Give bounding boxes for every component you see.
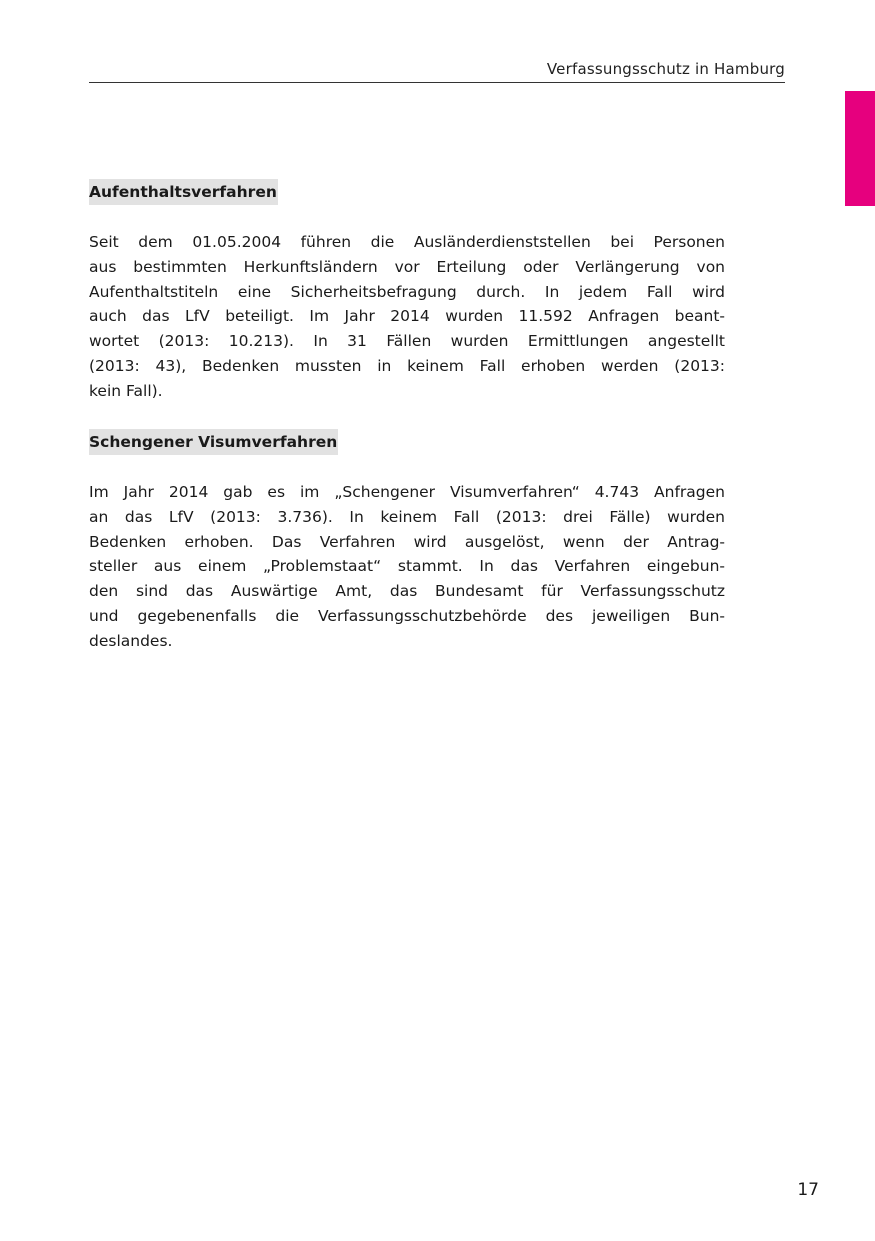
paragraph-line: (2013: 43), Bedenken mussten in keinem Fall erhoben werden (2013:: [89, 356, 725, 375]
paragraph-line: und gegebenenfalls die Verfassungsschutzbehörde des jeweiligen Bun-: [89, 606, 725, 625]
paragraph-line: steller aus einem „Problemstaat“ stammt. In das Verfahren eingebun-: [89, 557, 725, 576]
paragraph-line: Bedenken erhoben. Das Verfahren wird ausgelöst, wenn der Antrag-: [89, 532, 725, 551]
paragraph-line: kein Fall).: [89, 381, 163, 400]
paragraph-line: deslandes.: [89, 631, 173, 650]
paragraph-line: den sind das Auswärtige Amt, das Bundesamt für Verfassungsschutz: [89, 582, 725, 601]
paragraph-schengener-visumverfahren: [89, 480, 725, 654]
running-header-title: Verfassungsschutz in Hamburg: [546, 60, 785, 78]
paragraph-line: Aufenthaltstiteln eine Sicherheitsbefragung durch. In jedem Fall wird: [89, 282, 725, 301]
section-heading-schengener-visumverfahren: Schengener Visumverfahren: [89, 429, 338, 455]
running-header: [89, 58, 785, 83]
paragraph-line: auch das LfV beteiligt. Im Jahr 2014 wurden 11.592 Anfragen beant-: [89, 307, 725, 326]
paragraph-line: an das LfV (2013: 3.736). In keinem Fall (2013: drei Fälle) wurden: [89, 507, 725, 526]
paragraph-line: Im Jahr 2014 gab es im „Schengener Visumverfahren“ 4.743 Anfragen: [89, 483, 725, 501]
paragraph-line: wortet (2013: 10.213). In 31 Fällen wurden Ermittlungen angestellt: [89, 332, 725, 351]
paragraph-line: aus bestimmten Herkunftsländern vor Erteilung oder Verlängerung von: [89, 257, 725, 276]
chapter-thumb-tab: [845, 91, 875, 206]
section-heading-aufenthaltsverfahren: Aufenthaltsverfahren: [89, 179, 278, 205]
paragraph-aufenthaltsverfahren: [89, 230, 725, 404]
paragraph-line: Seit dem 01.05.2004 führen die Ausländerdienststellen bei Personen: [89, 233, 725, 251]
page-number: 17: [797, 1180, 819, 1200]
